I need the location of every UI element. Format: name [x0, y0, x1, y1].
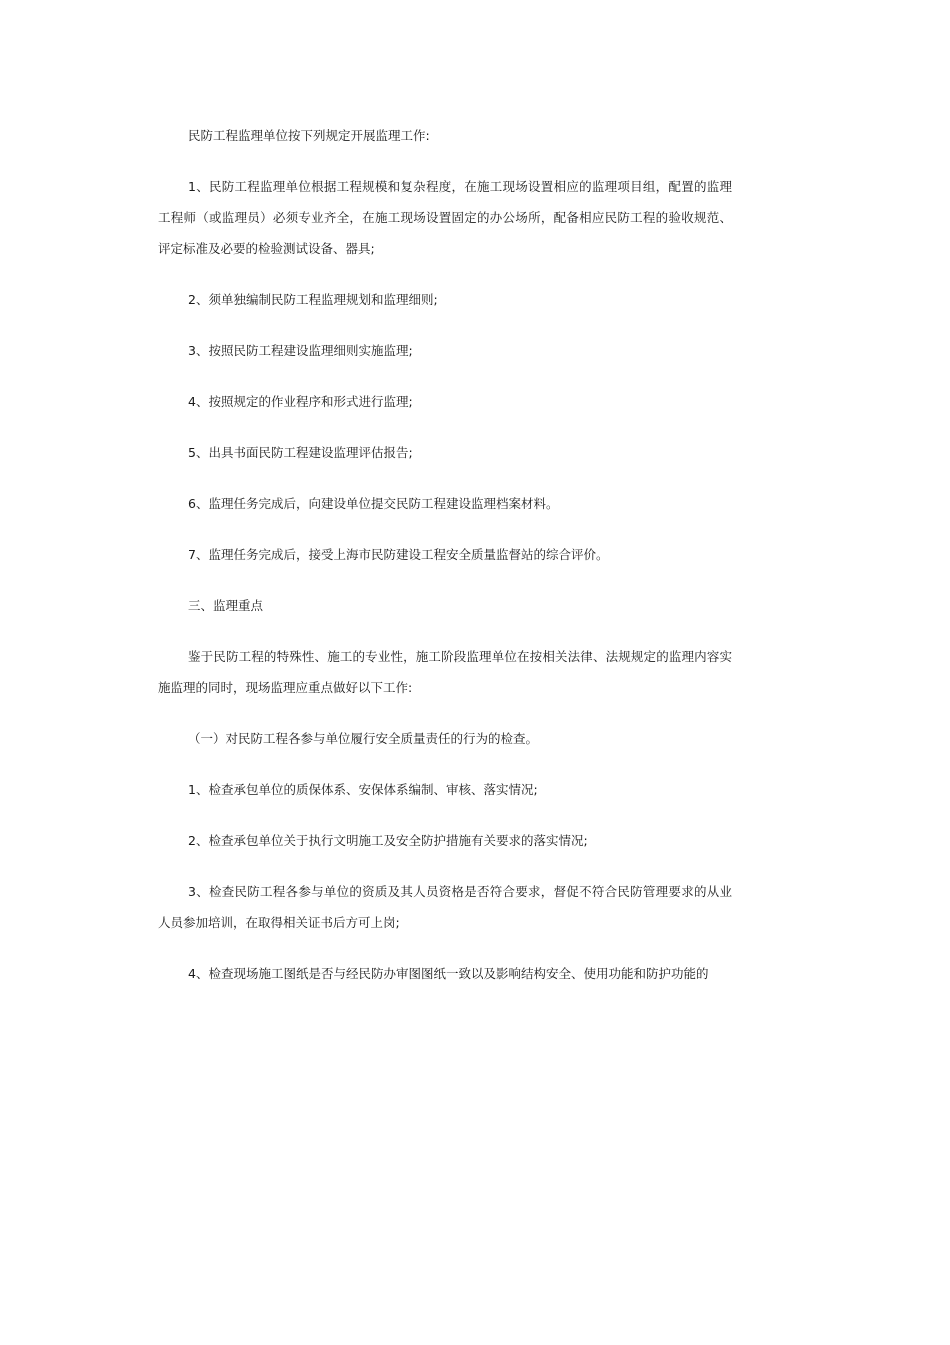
document-body	[158, 120, 732, 1009]
rule-item-7: 7、监理任务完成后，接受上海市民防建设工程安全质量监督站的综合评价。	[188, 547, 609, 562]
subsection-heading: （一）对民防工程各参与单位履行安全质量责任的行为的检查。	[188, 731, 539, 746]
rule-item-5: 5、出具书面民防工程建设监理评估报告;	[188, 445, 413, 460]
section-intro-paragraph: 鉴于民防工程的特殊性、施工的专业性，施工阶段监理单位在按相关法律、法规规定的监理内容实施监理的同时，现场监理应重点做好以下工作:	[158, 649, 732, 695]
section-heading: 三、监理重点	[188, 598, 264, 613]
check-item-4: 4、检查现场施工图纸是否与经民防办审图图纸一致以及影响结构安全、使用功能和防护功能的	[188, 966, 709, 981]
rule-item-2: 2、须单独编制民防工程监理规划和监理细则;	[188, 292, 438, 307]
rule-item-4: 4、按照规定的作业程序和形式进行监理;	[188, 394, 413, 409]
check-item-2: 2、检查承包单位关于执行文明施工及安全防护措施有关要求的落实情况;	[188, 833, 588, 848]
check-item-3: 3、检查民防工程各参与单位的资质及其人员资格是否符合要求，督促不符合民防管理要求的从业人员参加培训，在取得相关证书后方可上岗;	[158, 884, 732, 930]
rule-item-3: 3、按照民防工程建设监理细则实施监理;	[188, 343, 413, 358]
check-item-1: 1、检查承包单位的质保体系、安保体系编制、审核、落实情况;	[188, 782, 538, 797]
rule-item-1: 1、民防工程监理单位根据工程规模和复杂程度，在施工现场设置相应的监理项目组，配置的监理工程师（或监理员）必须专业齐全，在施工现场设置固定的办公场所，配备相应民防工程的验收规范、评定标准及必要的检验测试设备、器具;	[158, 179, 732, 256]
intro-paragraph: 民防工程监理单位按下列规定开展监理工作:	[188, 128, 430, 143]
rule-item-6: 6、监理任务完成后，向建设单位提交民防工程建设监理档案材料。	[188, 496, 559, 511]
